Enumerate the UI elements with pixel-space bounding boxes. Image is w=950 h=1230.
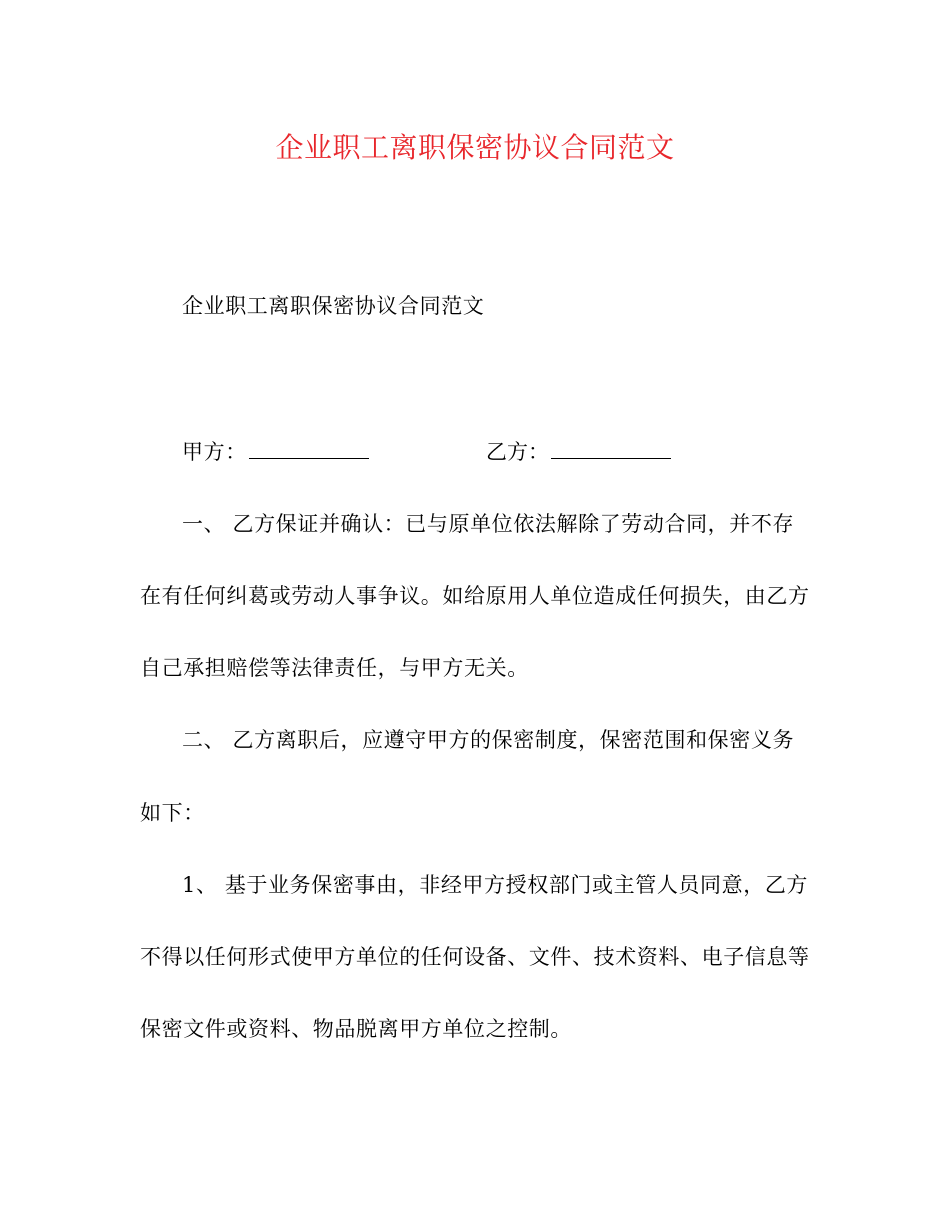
party-a-label: 甲方：: [182, 440, 247, 464]
clause-1-line-2: 在有任何纠葛或劳动人事争议。如给原用人单位造成任何损失，由乙方: [140, 584, 810, 608]
clause-2-line-1: 二、 乙方离职后，应遵守甲方的保密制度，保密范围和保密义务: [182, 728, 795, 752]
party-b-label: 乙方：: [486, 440, 549, 464]
item-1-line-2: 不得以任何形式使甲方单位的任何设备、文件、技术资料、电子信息等: [140, 945, 810, 969]
item-1-line-1: 1、 基于业务保密事由，非经甲方授权部门或主管人员同意，乙方: [182, 873, 809, 897]
clause-1-line-3: 自己承担赔偿等法律责任，与甲方无关。: [140, 656, 529, 680]
clause-2-line-2: 如下：: [140, 801, 205, 825]
party-a-blank: [249, 440, 369, 459]
clause-1-line-1: 一、 乙方保证并确认：已与原单位依法解除了劳动合同，并不存: [182, 512, 795, 536]
item-1-line-3: 保密文件或资料、物品脱离甲方单位之控制。: [140, 1017, 572, 1041]
document-title: 企业职工离职保密协议合同范文: [275, 131, 675, 164]
party-b-blank: [551, 440, 671, 459]
document-subtitle: 企业职工离职保密协议合同范文: [182, 294, 485, 318]
party-b-field: [486, 436, 671, 468]
